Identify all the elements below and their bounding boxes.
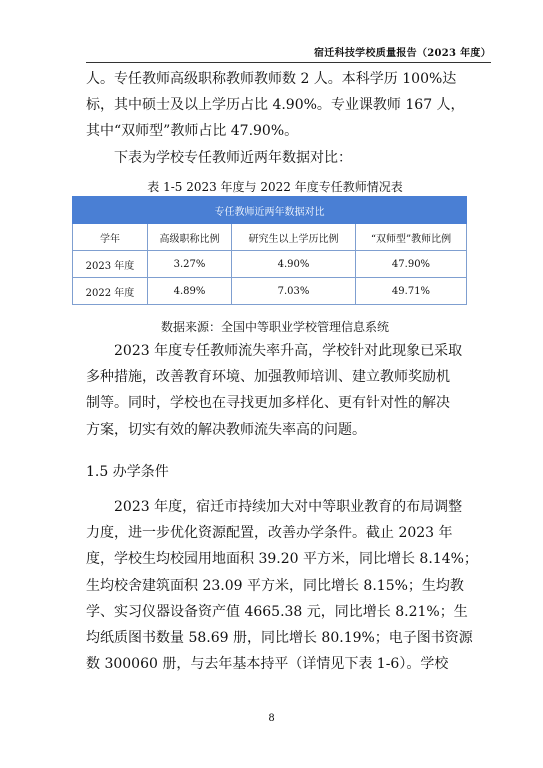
text-line: 学、实习仪器设备资产值 4665.38 元，同比增长 8.21%；生	[86, 603, 468, 620]
text-line: 力度，进一步优化资源配置，改善办学条件。截止 2023 年	[86, 525, 453, 542]
paragraph-teacher-turnover	[86, 338, 464, 443]
page-number: 8	[268, 713, 275, 724]
running-header: 宿迁科技学校质量报告（2023 年度）	[313, 48, 491, 59]
text-line: 度，学校生均校园用地面积 39.20 平方米，同比增长 8.14%；	[86, 551, 478, 568]
text-line: 制等。同时，学校也在寻找更加多样化、更有针对性的解决	[86, 395, 450, 412]
text-line: 其中“双师型”教师占比 47.90%。	[86, 123, 299, 140]
text-line: 生均校舍建筑面积 23.09 平方米，同比增长 8.15%；生均教	[86, 577, 464, 594]
column-header: 高级职称比例	[148, 224, 232, 251]
text-line: 均纸质图书数量 58.69 册，同比增长 80.19%；电子图书资源	[86, 630, 473, 647]
paragraph-school-conditions	[86, 494, 478, 677]
paragraph-teacher-stats	[86, 66, 464, 171]
table-caption: 表 1-5 2023 年度与 2022 年度专任教师情况表	[147, 180, 403, 194]
teacher-comparison-table	[72, 196, 467, 305]
text-line: 人。专任教师高级职称教师教师数 2 人。本科学历 100%达	[86, 71, 457, 87]
header-rule	[86, 62, 491, 63]
text-line: 标，其中硕士及以上学历占比 4.90%。专业课教师 167 人，	[86, 97, 465, 114]
table-cell: 4.89%	[148, 278, 232, 305]
text-line: 方案，切实有效的解决教师流失率高的问题。	[86, 421, 366, 438]
column-header: 学年	[73, 224, 148, 251]
table-banner-row	[73, 197, 467, 224]
table-cell: 47.90%	[356, 251, 467, 278]
column-header: “双师型”教师比例	[356, 224, 467, 251]
table-cell: 2022 年度	[73, 278, 148, 305]
table-banner: 专任教师近两年数据对比	[73, 197, 467, 224]
table-cell: 2023 年度	[73, 251, 148, 278]
table-cell: 4.90%	[232, 251, 356, 278]
table-cell: 3.27%	[148, 251, 232, 278]
text-line: 2023 年度专任教师流失率升高，学校针对此现象已采取	[114, 343, 463, 359]
text-line: 下表为学校专任教师近两年数据对比：	[114, 149, 352, 166]
table-cell: 7.03%	[232, 278, 356, 305]
section-heading: 1.5 办学条件	[86, 464, 169, 480]
text-line: 2023 年度，宿迁市持续加大对中等职业教育的布局调整	[114, 499, 463, 515]
text-line: 数 300060 册，与去年基本持平（详情见下表 1-6）。学校	[86, 656, 449, 673]
table-cell: 49.71%	[356, 278, 467, 305]
table-row	[73, 251, 467, 278]
column-header: 研究生以上学历比例	[232, 224, 356, 251]
text-line: 多种措施，改善教育环境、加强教师培训、建立教师奖励机	[86, 369, 450, 386]
data-source-note: 数据来源：全国中等职业学校管理信息系统	[160, 320, 389, 334]
table-row	[73, 278, 467, 305]
table-header-row	[73, 224, 467, 251]
